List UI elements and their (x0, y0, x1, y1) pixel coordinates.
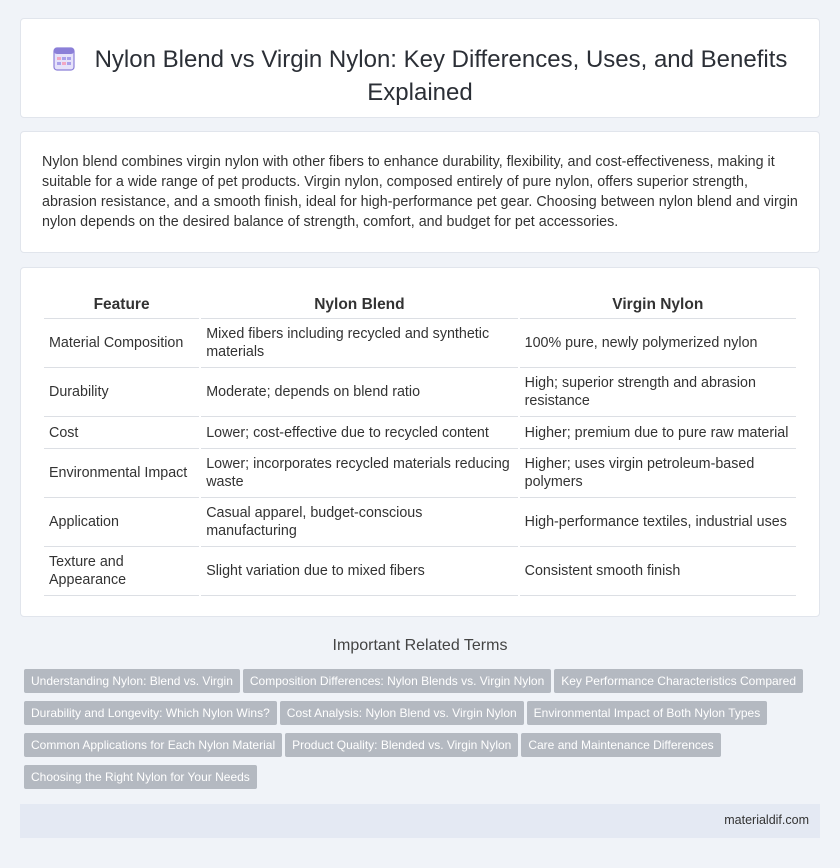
related-terms-list (24, 669, 824, 797)
related-term-tag[interactable]: Durability and Longevity: Which Nylon Wins? (24, 701, 277, 725)
table-row (44, 547, 796, 596)
related-term-tag[interactable]: Composition Differences: Nylon Blends vs. Virgin Nylon (243, 669, 551, 693)
nylon-blend-cell: Casual apparel, budget-conscious manufacturing (201, 498, 517, 547)
related-term-tag[interactable]: Choosing the Right Nylon for Your Needs (24, 765, 257, 789)
nylon-blend-cell: Mixed fibers including recycled and synthetic materials (201, 319, 517, 368)
feature-cell: Environmental Impact (44, 449, 199, 498)
footer-site-link[interactable]: materialdif.com (724, 813, 809, 827)
page-title-wrap (51, 45, 789, 107)
feature-cell: Application (44, 498, 199, 547)
virgin-nylon-cell: Higher; uses virgin petroleum-based polymers (520, 449, 796, 498)
page-title: Nylon Blend vs Virgin Nylon: Key Differences, Uses, and Benefits Explained (94, 46, 788, 106)
virgin-nylon-cell: High; superior strength and abrasion resistance (520, 368, 796, 417)
nylon-blend-cell: Lower; cost-effective due to recycled content (201, 417, 517, 449)
virgin-nylon-cell: Consistent smooth finish (520, 547, 796, 596)
nylon-blend-cell: Slight variation due to mixed fibers (201, 547, 517, 596)
table-header-row (44, 292, 796, 319)
related-terms-heading: Important Related Terms (332, 637, 508, 654)
intro-card (20, 131, 820, 253)
related-term-tag[interactable]: Understanding Nylon: Blend vs. Virgin (24, 669, 240, 693)
nylon-blend-cell: Lower; incorporates recycled materials reducing waste (201, 449, 517, 498)
intro-paragraph: Nylon blend combines virgin nylon with other fibers to enhance durability, flexibility, and cost-effectiveness, making it suitable for a wide range of pet products. Virgin nylon, composed entirely of pure nylon, offers superior strength, abrasion resistance, and a smooth finish, ideal for high-performance pet gear. Choosing between nylon blend and virgin nylon depends on the desired balance of strength, comfort, and budget for pet accessories. (42, 154, 798, 230)
header-feature: Feature (44, 292, 199, 319)
feature-cell: Durability (44, 368, 199, 417)
nylon-blend-cell: Moderate; depends on blend ratio (201, 368, 517, 417)
comparison-table (42, 292, 798, 596)
table-row (44, 319, 796, 368)
footer (20, 804, 820, 838)
feature-cell: Texture and Appearance (44, 547, 199, 596)
table-row (44, 417, 796, 449)
virgin-nylon-cell: 100% pure, newly polymerized nylon (520, 319, 796, 368)
comparison-table-card (20, 267, 820, 617)
document-grid-icon (53, 47, 75, 78)
virgin-nylon-cell: Higher; premium due to pure raw material (520, 417, 796, 449)
related-term-tag[interactable]: Product Quality: Blended vs. Virgin Nylon (285, 733, 518, 757)
table-row (44, 368, 796, 417)
header-virgin-nylon: Virgin Nylon (520, 292, 796, 319)
feature-cell: Material Composition (44, 319, 199, 368)
related-term-tag[interactable]: Care and Maintenance Differences (521, 733, 720, 757)
feature-cell: Cost (44, 417, 199, 449)
related-term-tag[interactable]: Environmental Impact of Both Nylon Types (527, 701, 768, 725)
related-term-tag[interactable]: Cost Analysis: Nylon Blend vs. Virgin Nylon (280, 701, 524, 725)
table-row (44, 498, 796, 547)
table-row (44, 449, 796, 498)
header-card (20, 18, 820, 118)
related-term-tag[interactable]: Common Applications for Each Nylon Material (24, 733, 282, 757)
related-term-tag[interactable]: Key Performance Characteristics Compared (554, 669, 803, 693)
header-nylon-blend: Nylon Blend (201, 292, 517, 319)
virgin-nylon-cell: High-performance textiles, industrial uses (520, 498, 796, 547)
